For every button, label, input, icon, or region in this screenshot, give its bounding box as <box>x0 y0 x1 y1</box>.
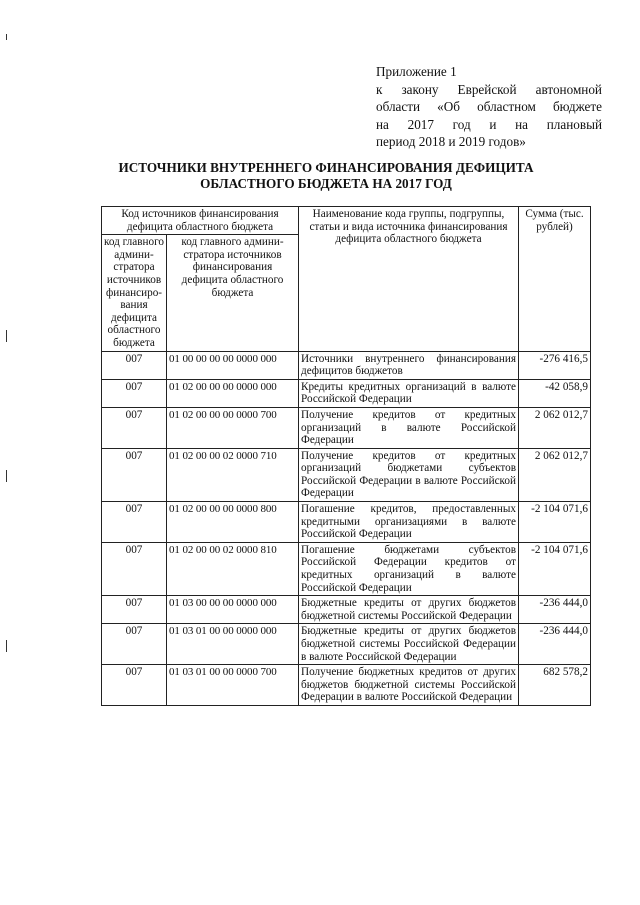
source-code-cell: 01 03 01 00 00 0000 700 <box>167 665 299 706</box>
source-name-cell: Бюджетные кредиты от других бюджетов бюджетной системы Российской Федерации <box>299 596 519 624</box>
appendix-note <box>376 63 602 151</box>
admin-code-cell: 007 <box>102 542 167 595</box>
sum-cell: 2 062 012,7 <box>519 407 591 448</box>
appendix-line: Приложение 1 <box>376 64 457 79</box>
header-source-cell: код главного админи-стратора источников финансирования дефицита областного бюджета <box>167 235 299 351</box>
source-name-cell: Бюджетные кредиты от других бюджетов бюджетной системы Российской Федерации в валюте Российской Федерации <box>299 624 519 665</box>
scan-edge-mark <box>6 640 7 652</box>
table-row <box>102 665 591 706</box>
table-header-row <box>102 207 591 235</box>
table-row <box>102 351 591 379</box>
appendix-line: к закону Еврейской автономной <box>376 81 602 97</box>
table-row <box>102 596 591 624</box>
admin-code-cell: 007 <box>102 665 167 706</box>
admin-code-cell: 007 <box>102 624 167 665</box>
table-row <box>102 407 591 448</box>
appendix-line: период 2018 и 2019 годов» <box>376 134 526 150</box>
admin-code-cell: 007 <box>102 379 167 407</box>
appendix-line: области «Об областном бюджете <box>376 99 602 115</box>
sum-cell: -2 104 071,6 <box>519 542 591 595</box>
source-name-cell: Кредиты кредитных организаций в валюте Российской Федерации <box>299 379 519 407</box>
sum-cell: -276 416,5 <box>519 351 591 379</box>
title-line: ИСТОЧНИКИ ВНУТРЕННЕГО ФИНАНСИРОВАНИЯ ДЕФИЦИТА <box>118 160 534 175</box>
source-code-cell: 01 02 00 00 00 0000 700 <box>167 407 299 448</box>
source-code-cell: 01 03 01 00 00 0000 000 <box>167 624 299 665</box>
source-code-cell: 01 00 00 00 00 0000 000 <box>167 351 299 379</box>
appendix-line: на 2017 год и на плановый <box>376 116 602 132</box>
header-group-cell: Код источников финансирования дефицита областного бюджета <box>102 207 299 235</box>
table-row <box>102 624 591 665</box>
admin-code-cell: 007 <box>102 448 167 501</box>
source-name-cell: Погашение бюджетами субъектов Российской Федерации кредитов от кредитных организаций в валюте Российской Федерации <box>299 542 519 595</box>
sum-cell: -236 444,0 <box>519 596 591 624</box>
table-row <box>102 448 591 501</box>
table-row <box>102 379 591 407</box>
admin-code-cell: 007 <box>102 502 167 543</box>
source-code-cell: 01 02 00 00 02 0000 710 <box>167 448 299 501</box>
scan-edge-mark <box>6 330 7 342</box>
financing-sources-table <box>101 206 591 706</box>
admin-code-cell: 007 <box>102 596 167 624</box>
header-sum-cell: Сумма (тыс. рублей) <box>519 207 591 352</box>
sum-cell: 2 062 012,7 <box>519 448 591 501</box>
source-code-cell: 01 02 00 00 02 0000 810 <box>167 542 299 595</box>
source-name-cell: Получение кредитов от кредитных организаций в валюте Российской Федерации <box>299 407 519 448</box>
source-name-cell: Получение кредитов от кредитных организаций бюджетами субъектов Российской Федерации в валюте Российской Федерации <box>299 448 519 501</box>
source-name-cell: Получение бюджетных кредитов от других бюджетов бюджетной системы Российской Федерации в валюте Российской Федерации <box>299 665 519 706</box>
sum-cell: -2 104 071,6 <box>519 502 591 543</box>
title-line: ОБЛАСТНОГО БЮДЖЕТА НА 2017 ГОД <box>200 176 452 191</box>
scan-edge-mark <box>6 470 7 482</box>
table-row <box>102 542 591 595</box>
admin-code-cell: 007 <box>102 351 167 379</box>
source-code-cell: 01 02 00 00 00 0000 000 <box>167 379 299 407</box>
admin-code-cell: 007 <box>102 407 167 448</box>
header-admin-cell: код главного админи-стратора источников финансиро-вания дефицита областного бюджета <box>102 235 167 351</box>
document-title <box>100 160 552 192</box>
sum-cell: -42 058,9 <box>519 379 591 407</box>
scan-edge-mark <box>6 34 7 40</box>
sum-cell: -236 444,0 <box>519 624 591 665</box>
source-code-cell: 01 02 00 00 00 0000 800 <box>167 502 299 543</box>
source-name-cell: Источники внутреннего финансирования дефицитов бюджетов <box>299 351 519 379</box>
source-code-cell: 01 03 00 00 00 0000 000 <box>167 596 299 624</box>
sum-cell: 682 578,2 <box>519 665 591 706</box>
source-name-cell: Погашение кредитов, предоставленных кредитными организациями в валюте Российской Федерации <box>299 502 519 543</box>
table-row <box>102 502 591 543</box>
header-name-cell: Наименование кода группы, подгруппы, статьи и вида источника финансирования дефицита областного бюджета <box>299 207 519 352</box>
